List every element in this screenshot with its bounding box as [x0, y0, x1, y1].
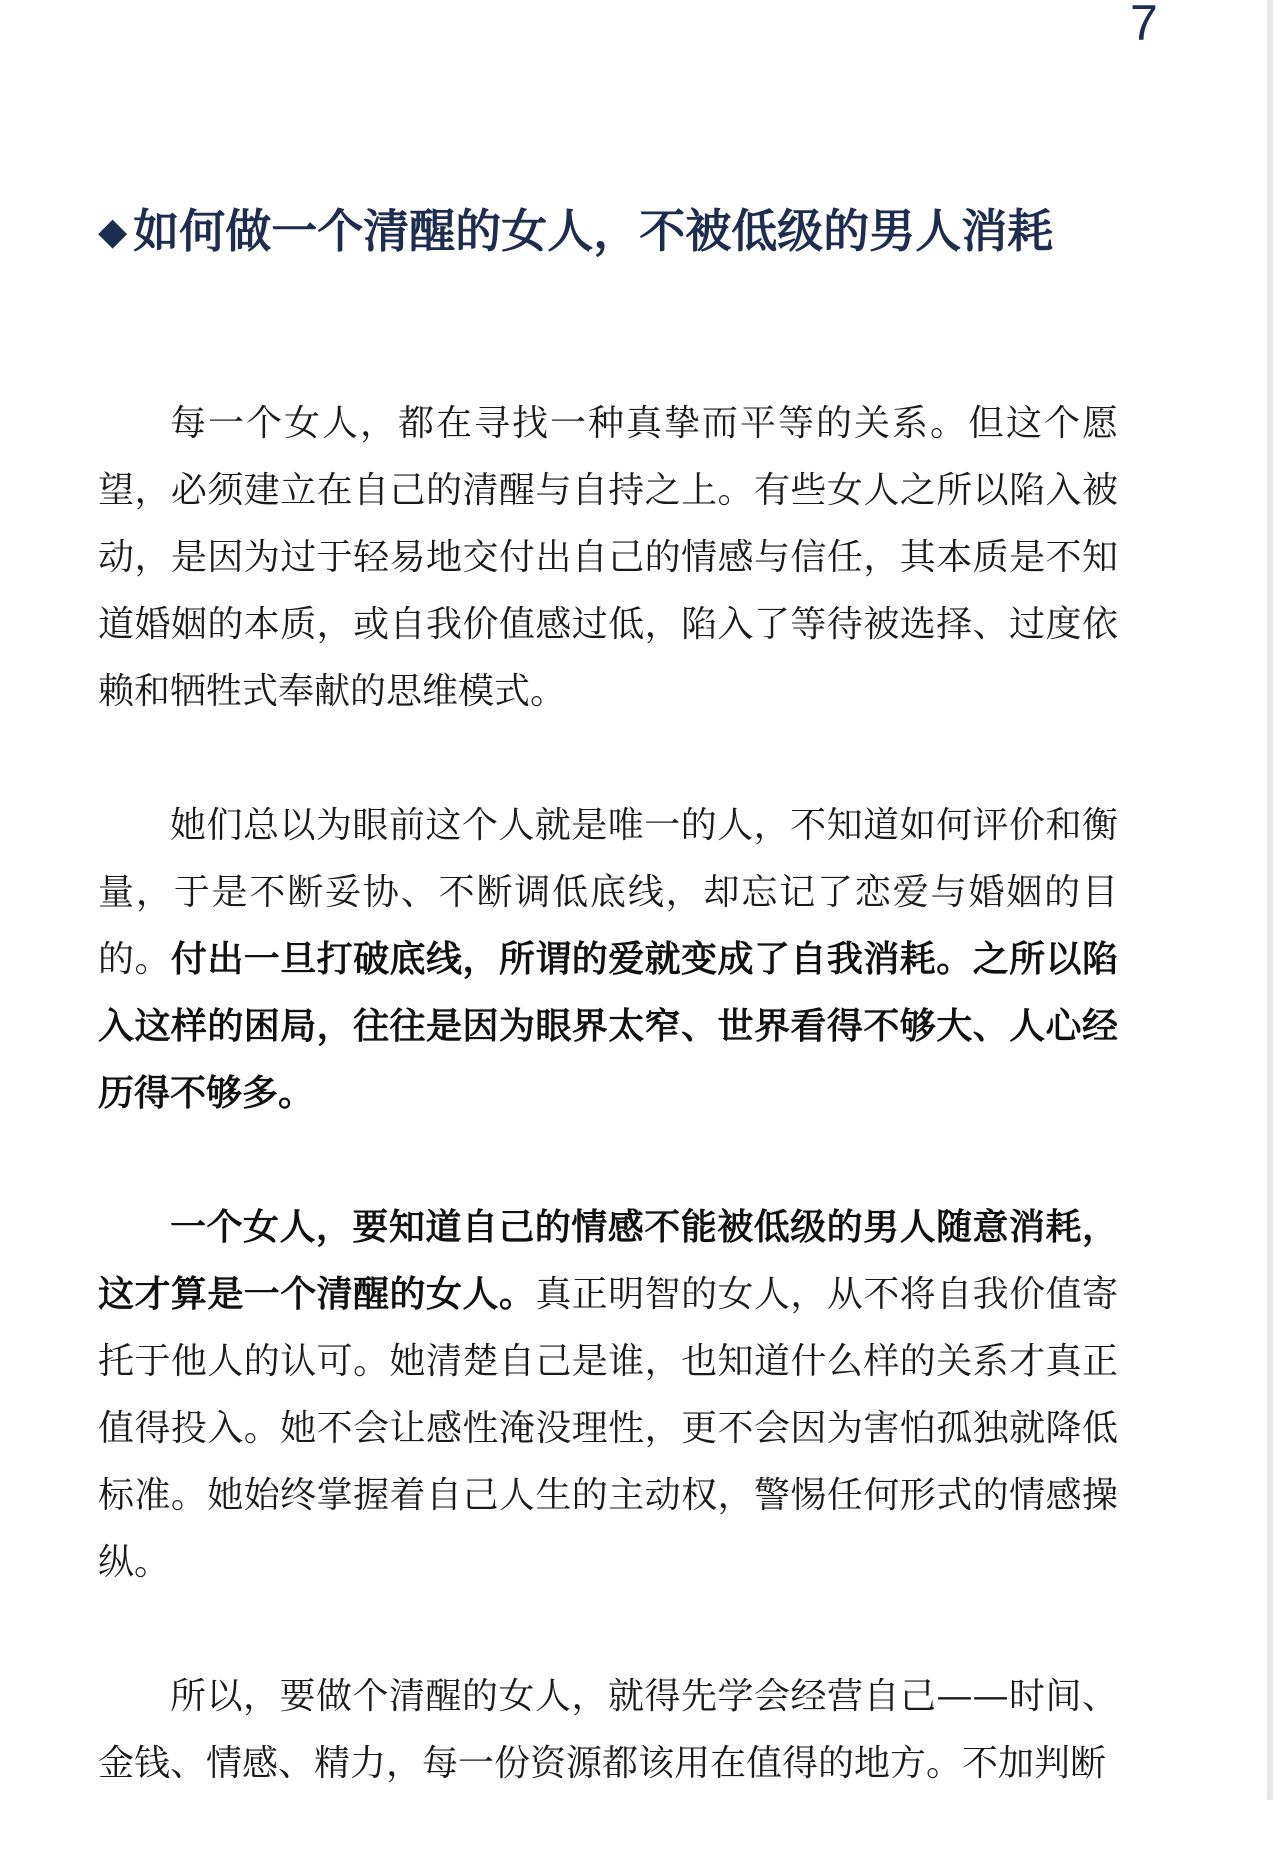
paragraph-text: 每一个女人，都在寻找一种真挚而平等的关系。但这个愿望，必须建立在自己的清醒与自持之上。有些女人之所以陷入被动，是因为过于轻易地交付出自己的情感与信任，其本质是不知道婚姻的本质，或自我价值感过低，陷入了等待被选择、过度依赖和牺牲式奉献的思维模式。 [98, 403, 1118, 712]
page-edge [1267, 0, 1273, 1800]
paragraph-text: 所以，要做个清醒的女人，就得先学会经营自己——时间、金钱、情感、精力，每一份资源都该用在值得的地方。不加判断 [98, 1676, 1118, 1784]
paragraph-emphasis: 付出一旦打破底线，所谓的爱就变成了自我消耗。之所以陷入这样的困局，往往是因为眼界太窄、世界看得不够大、人心经历得不够多。 [98, 938, 1118, 1114]
section-heading [98, 198, 1198, 264]
body-text [98, 390, 1118, 1864]
page-number: 7 [1130, 0, 1158, 51]
paragraph-3 [98, 1194, 1118, 1596]
paragraph-4 [98, 1663, 1118, 1797]
diamond-bullet-icon: ◆ [98, 208, 128, 253]
paragraph-text: 真正明智的女人，从不将自我价值寄托于他人的认可。她清楚自己是谁，也知道什么样的关系才真正值得投入。她不会让感性淹没理性，更不会因为害怕孤独就降低标准。她始终掌握着自己人生的主动权，警惕任何形式的情感操纵。 [98, 1274, 1118, 1583]
paragraph-emphasis: 一个女人，要知道自己的情感不能被低级的男人随意消耗，这才算是一个清醒的女人。 [98, 1206, 1118, 1315]
paragraph-text: 她们总以为眼前这个人就是唯一的人，不知道如何评价和衡量，于是不断妥协、不断调低底线，却忘记了恋爱与婚姻的目的。 [98, 805, 1118, 980]
paragraph-2 [98, 792, 1118, 1127]
section-heading-text: 如何做一个清醒的女人，不被低级的男人消耗 [133, 204, 1054, 258]
paragraph-1 [98, 390, 1118, 725]
